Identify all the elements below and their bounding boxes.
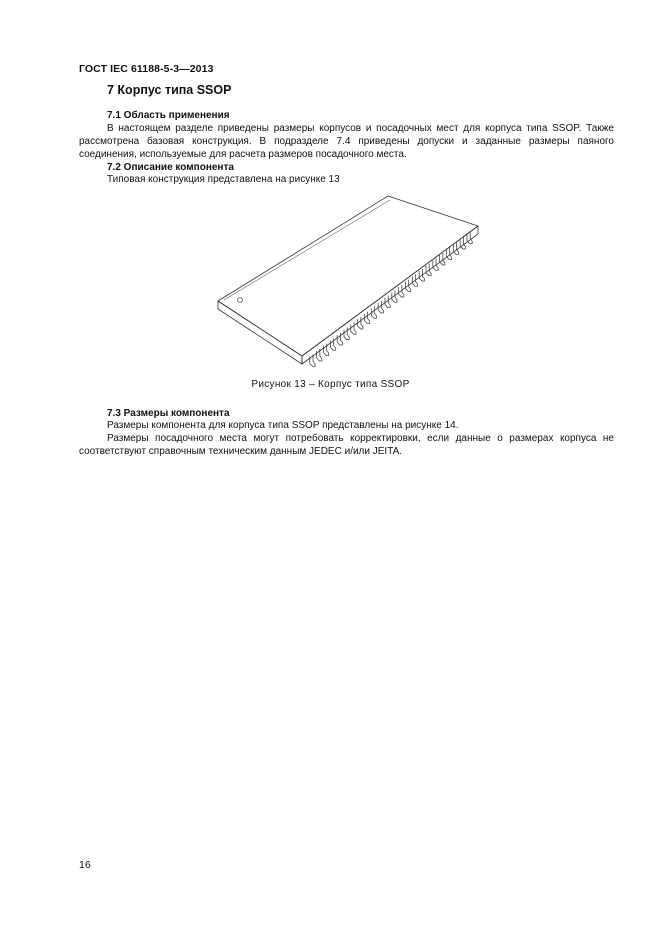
page-number: 16 xyxy=(79,859,91,871)
section-title: 7 Корпус типа SSOP xyxy=(107,83,232,97)
package-lead xyxy=(426,264,431,276)
package-lead xyxy=(358,317,363,329)
package-lead xyxy=(351,322,356,334)
subsection-7-2-title: 7.2 Описание компонента xyxy=(107,162,234,173)
standard-id: ГОСТ IEC 61188-5-3—2013 xyxy=(79,63,214,75)
subsection-7-3-paragraph-2: Размеры посадочного места могут потребовать корректировки, если данные о размерах корпуса не соответствуют справочным техническим данным JEDEC и/или JEITA. xyxy=(79,433,614,457)
subsection-7-1-title: 7.1 Область применения xyxy=(107,110,230,121)
subsection-7-3-paragraph-1: Размеры компонента для корпуса типа SSOP представлены на рисунке 14. xyxy=(107,420,459,431)
package-front-face xyxy=(302,226,478,364)
subsection-7-3-title: 7.3 Размеры компонента xyxy=(107,408,230,419)
package-top-face xyxy=(218,196,478,356)
ssop-package-figure xyxy=(210,188,490,370)
package-lead xyxy=(323,344,328,356)
subsection-7-1-paragraph: В настоящем разделе приведены размеры корпусов и посадочных мест для корпуса типа SSOP. Также рассмотрена базовая конструкция. В подразделе 7.4 приведены допуски и заданные размеры паяного соединения, используемые для расчета размеров посадочного места. xyxy=(79,123,614,160)
package-left-face xyxy=(218,301,302,364)
figure-caption: Рисунок 13 – Корпус типа SSOP xyxy=(251,379,410,390)
package-lead xyxy=(392,290,397,302)
pin-one-mark xyxy=(238,298,243,303)
subsection-7-2-paragraph: Типовая конструкция представлена на рисунке 13 xyxy=(107,174,340,185)
package-top-edge-line xyxy=(224,200,390,300)
package-lead xyxy=(419,269,424,281)
